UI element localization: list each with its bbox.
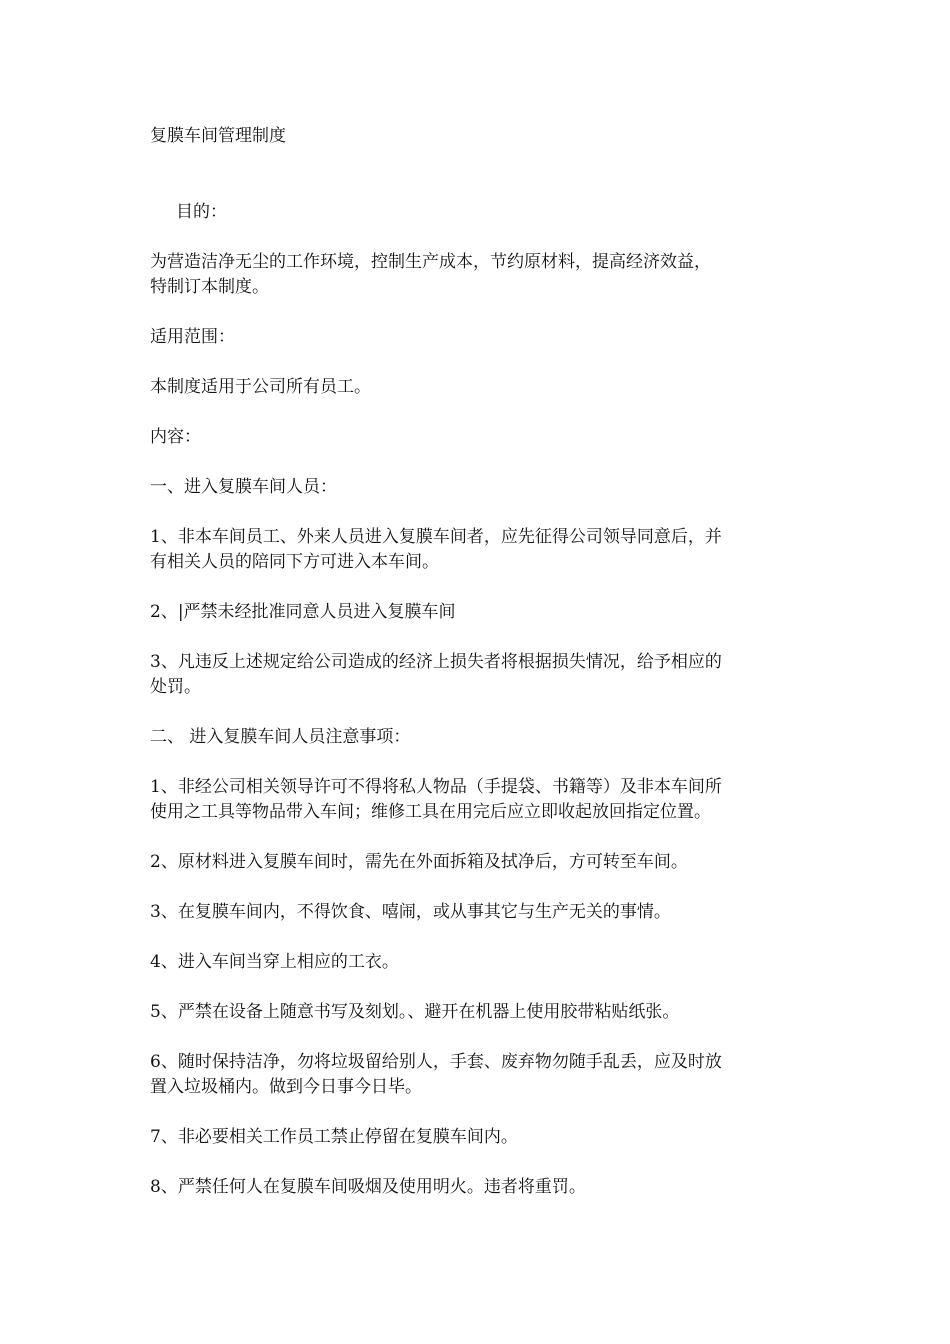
section1-heading: 一、进入复膜车间人员： (150, 477, 337, 497)
section2-item6-line-1: 6、随时保持洁净，勿将垃圾留给别人，手套、废弃物勿随手乱丢，应及时放 (150, 1052, 722, 1072)
section2-item7: 7、非必要相关工作员工禁止停留在复膜车间内。 (150, 1127, 518, 1147)
section1-item3-line-2: 处罚。 (150, 677, 201, 697)
section1-item3-line-1: 3、凡违反上述规定给公司造成的经济上损失者将根据损失情况，给予相应的 (150, 652, 722, 672)
section2-item2: 2、原材料进入复膜车间时，需先在外面拆箱及拭净后，方可转至车间。 (150, 852, 688, 872)
section2-item1-line-1: 1、非经公司相关领导许可不得将私人物品（手提袋、书籍等）及非本车间所 (150, 777, 722, 797)
section2-item5: 5、严禁在设备上随意书写及刻划。、避开在机器上使用胶带粘贴纸张。 (150, 1002, 680, 1022)
scope-heading: 适用范围： (150, 327, 235, 347)
document-title: 复膜车间管理制度 (150, 126, 286, 146)
purpose-text-line-1: 为营造洁净无尘的工作环境，控制生产成本，节约原材料，提高经济效益， (150, 252, 711, 272)
purpose-heading: 目的： (176, 202, 227, 222)
section2-item8: 8、严禁任何人在复膜车间吸烟及使用明火。违者将重罚。 (150, 1177, 586, 1197)
scope-text: 本制度适用于公司所有员工。 (150, 377, 371, 397)
section1-item1-line-1: 1、非本车间员工、外来人员进入复膜车间者，应先征得公司领导同意后，并 (150, 527, 722, 547)
purpose-text-line-2: 特制订本制度。 (150, 277, 269, 297)
section2-heading: 二、 进入复膜车间人员注意事项： (150, 727, 411, 747)
section2-item4: 4、进入车间当穿上相应的工衣。 (150, 952, 399, 972)
section1-item1-line-2: 有相关人员的陪同下方可进入本车间。 (150, 552, 439, 572)
section2-item1-line-2: 使用之工具等物品带入车间；维修工具在用完后应立即收起放回指定位置。 (150, 802, 711, 822)
section2-item6-line-2: 置入垃圾桶内。做到今日事今日毕。 (150, 1077, 422, 1097)
section2-item3: 3、在复膜车间内，不得饮食、嘻闹，或从事其它与生产无关的事情。 (150, 902, 671, 922)
section1-item2: 2、|严禁未经批准同意人员进入复膜车间 (150, 602, 456, 622)
content-heading: 内容： (150, 427, 201, 447)
